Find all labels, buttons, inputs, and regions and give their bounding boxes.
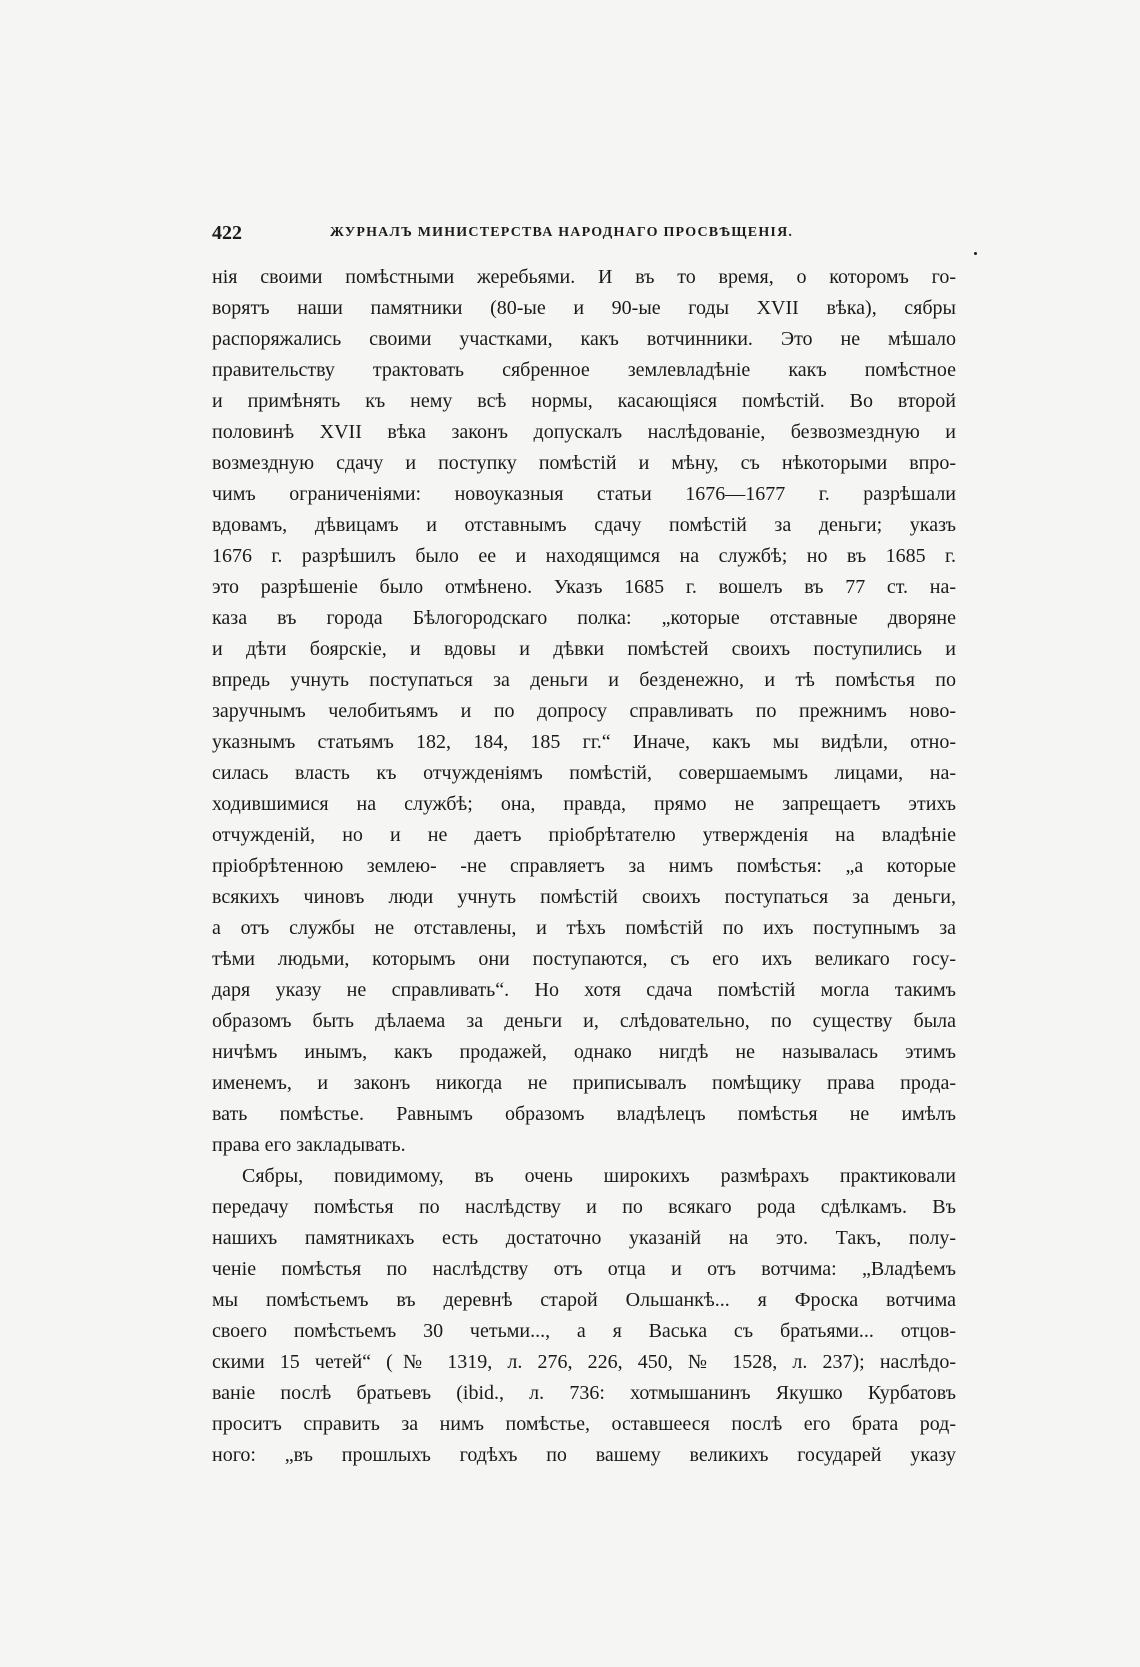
text-line: скими 15 четей“ (№ 1319, л. 276, 226, 450, № 1528, л. 237); наслѣдо-	[212, 1351, 956, 1373]
text-line: вать помѣстье. Равнымъ образомъ владѣлецъ помѣстья не имѣлъ	[212, 1103, 956, 1125]
text-line: ворятъ наши памятники (80-ые и 90-ые годы XVII вѣка), сябры	[212, 297, 956, 319]
text-line: указнымъ статьямъ 182, 184, 185 гг.“ Иначе, какъ мы видѣли, отно-	[212, 731, 956, 753]
text-line: ченіе помѣстья по наслѣдству отъ отца и отъ вотчима: „Владѣемъ	[212, 1258, 956, 1280]
print-speck	[974, 252, 977, 255]
text-line: ваніе послѣ братьевъ (ibid., л. 736: хотмышанинъ Якушко Курбатовъ	[212, 1382, 956, 1404]
text-line: передачу помѣстья по наслѣдству и по всякаго рода сдѣлкамъ. Въ	[212, 1196, 956, 1218]
text-line: отчужденій, но и не даетъ пріобрѣтателю утвержденія на владѣніе	[212, 824, 956, 846]
text-line: 1676 г. разрѣшилъ было ее и находящимся на службѣ; но въ 1685 г.	[212, 545, 956, 567]
text-line: правительству трактовать сябренное землевладѣніе какъ помѣстное	[212, 359, 956, 381]
text-line: даря указу не справливать“. Но хотя сдача помѣстій могла такимъ	[212, 979, 956, 1001]
text-line: это разрѣшеніе было отмѣнено. Указъ 1685 г. вошелъ въ 77 ст. на-	[212, 576, 956, 598]
text-line: и примѣнять къ нему всѣ нормы, касающіяся помѣстій. Во второй	[212, 390, 956, 412]
text-line: силась власть къ отчужденіямъ помѣстій, совершаемымъ лицами, на-	[212, 762, 956, 784]
paragraph	[212, 1161, 956, 1471]
text-line: чимъ ограниченіями: новоуказныя статьи 1676—1677 г. разрѣшали	[212, 483, 956, 505]
text-line: Сябры, повидимому, въ очень широкихъ размѣрахъ практиковали	[242, 1165, 956, 1187]
text-line: своего помѣстьемъ 30 четьми..., а я Васька съ братьями... отцов-	[212, 1320, 956, 1342]
body-text	[212, 262, 956, 1471]
text-line: тѣми людьми, которымъ они поступаются, съ его ихъ великаго госу-	[212, 948, 956, 970]
text-line: права его закладывать.	[212, 1134, 406, 1156]
text-line: проситъ справить за нимъ помѣстье, оставшееся послѣ его брата род-	[212, 1413, 956, 1435]
text-line: распоряжались своими участками, какъ вотчинники. Это не мѣшало	[212, 328, 956, 350]
text-line: мы помѣстьемъ въ деревнѣ старой Ольшанкѣ... я Фроска вотчима	[212, 1289, 956, 1311]
text-line: возмездную сдачу и поступку помѣстій и мѣну, съ нѣкоторыми впро-	[212, 452, 956, 474]
text-line: ного: „въ прошлыхъ годѣхъ по вашему великихъ государей указу	[212, 1444, 956, 1466]
text-line: вдовамъ, дѣвицамъ и отставнымъ сдачу помѣстій за деньги; указъ	[212, 514, 956, 536]
text-line: нашихъ памятникахъ есть достаточно указаній на это. Такъ, полу-	[212, 1227, 956, 1249]
text-line: образомъ быть дѣлаема за деньги и, слѣдовательно, по существу была	[212, 1010, 956, 1032]
text-line: и дѣти боярскіе, и вдовы и дѣвки помѣстей своихъ поступились и	[212, 638, 956, 660]
paragraph	[212, 262, 956, 1161]
text-line: впредь учнуть поступаться за деньги и безденежно, и тѣ помѣстья по	[212, 669, 956, 691]
text-line: всякихъ чиновъ люди учнуть помѣстій своихъ поступаться за деньги,	[212, 886, 956, 908]
page-header	[212, 222, 962, 250]
text-line: каза въ города Бѣлогородскаго полка: „которые отставные дворяне	[212, 607, 956, 629]
text-line: именемъ, и законъ никогда не приписывалъ помѣщику права прода-	[212, 1072, 956, 1094]
text-line: ходившимися на службѣ; она, правда, прямо не запрещаетъ этихъ	[212, 793, 956, 815]
text-line: нія своими помѣстными жеребьями. И въ то время, о которомъ го-	[212, 266, 956, 288]
page-number: 422	[212, 222, 242, 244]
text-line: половинѣ XVII вѣка законъ допускалъ наслѣдованіе, безвозмездную и	[212, 421, 956, 443]
text-line: заручнымъ челобитьямъ и по допросу справливать по прежнимъ ново-	[212, 700, 956, 722]
text-line: ничѣмъ инымъ, какъ продажей, однако нигдѣ не называлась этимъ	[212, 1041, 956, 1063]
text-line: пріобрѣтенною землею- -не справляетъ за нимъ помѣстья: „а которые	[212, 855, 956, 877]
text-line: а отъ службы не отставлены, и тѣхъ помѣстій по ихъ поступнымъ за	[212, 917, 956, 939]
running-head: ЖУРНАЛЪ МИНИСТЕРСТВА НАРОДНАГО ПРОСВѢЩЕНІЯ.	[330, 225, 794, 240]
